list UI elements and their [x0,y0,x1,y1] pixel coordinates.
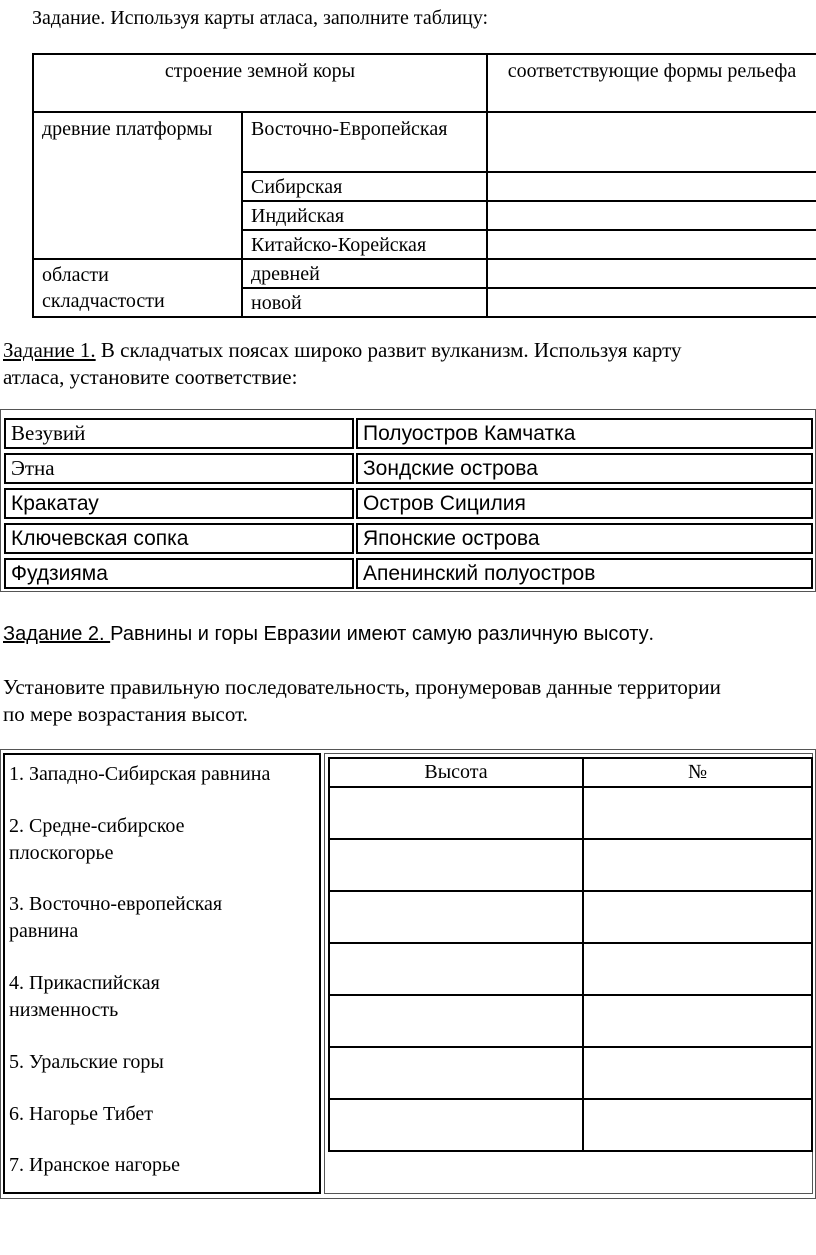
height-answer-cell[interactable] [329,891,583,943]
height-answer-cell[interactable] [329,943,583,995]
number-answer-cell[interactable] [583,891,812,943]
territory-item [9,1049,164,1076]
location-cell: Японские острова [356,523,813,554]
territory-list-cell [3,753,321,1194]
task2-label: Задание 2. [3,623,111,645]
number-answer-cell[interactable] [583,995,812,1047]
task2-instruction-line2: по мере возрастания высот. [3,702,248,726]
relief-answer-cell[interactable] [487,288,816,317]
territory-item [9,1101,153,1128]
platform-cell [242,201,487,230]
task1-text-line2: атласа, установите соответствие: [3,365,298,389]
relief-answer-cell[interactable] [487,230,816,259]
header-forms-cell [487,54,816,112]
territory-line: 6. Нагорье Тибет [9,1103,153,1125]
folding-age-cell [242,259,487,288]
folding-label-cell [33,259,242,317]
platform-name: Восточно-Европейская [251,118,448,140]
territory-line: 4. Прикаспийская [9,972,160,994]
volcano-cell: Везувий [4,418,354,449]
relief-answer-cell[interactable] [487,172,816,201]
territory-item [9,970,160,1024]
location-cell: Апенинский полуостров [356,558,813,589]
height-answer-cell[interactable] [329,995,583,1047]
territory-item [9,891,222,945]
elevation-order-table [0,749,816,1199]
col-height-label: Высота [424,761,488,783]
platform-cell [242,112,487,172]
task1-text: В складчатых поясах широко развит вулканизм. Используя карту [95,338,682,362]
relief-answer-cell[interactable] [487,201,816,230]
task2-text: Равнины и горы Евразии имеют самую различную высоту [110,623,649,645]
task2-heading [3,621,654,648]
volcano-cell: Этна [4,453,354,484]
task2-period: . [648,623,654,645]
number-answer-cell[interactable] [583,1047,812,1099]
territory-line: плоскогорье [9,842,114,864]
location-cell: Остров Сицилия [356,488,813,519]
platform-name: Сибирская [251,176,343,198]
height-answer-cell[interactable] [329,1047,583,1099]
task1-label: Задание 1. [3,338,96,362]
location-cell: Полуостров Камчатка [356,418,813,449]
col-number-label: № [687,761,708,783]
folding-label: области складчастости [42,264,165,312]
platform-name: Индийская [251,205,345,227]
col-height-header [329,758,583,787]
height-number-grid [328,757,813,1152]
platform-cell [242,172,487,201]
platform-name: Китайско-Корейская [251,234,427,256]
task2-instruction-line1: Установите правильную последовательность, пронумеровав данные территории [3,675,721,699]
platform-cell [242,230,487,259]
folding-age: новой [251,292,302,314]
territory-line: 2. Средне-сибирское [9,815,185,837]
number-answer-cell[interactable] [583,839,812,891]
header-structure-text: строение земной коры [164,60,356,82]
volcano-cell: Кракатау [4,488,354,519]
number-answer-cell[interactable] [583,1099,812,1151]
territory-item [9,813,185,867]
territory-line: 3. Восточно-европейская [9,893,223,915]
territory-line: 1. Западно-Сибирская равнина [9,763,271,785]
col-number-header [583,758,812,787]
header-forms-text: соответствующие формы рельефа [507,60,797,82]
number-answer-cell[interactable] [583,943,812,995]
territory-line: 7. Иранское нагорье [9,1154,181,1176]
header-structure-cell [33,54,487,112]
task1-text-line1 [3,337,681,364]
height-answer-cell[interactable] [329,839,583,891]
task-heading: Задание. Используя карты атласа, заполните таблицу: [32,7,489,29]
height-answer-cell[interactable] [329,787,583,839]
volcano-matching-table [0,409,816,592]
territory-item [9,761,270,788]
crust-structure-table [32,53,816,318]
territory-line: 5. Уральские горы [9,1051,164,1073]
relief-answer-cell[interactable] [487,259,816,288]
territory-line: равнина [9,920,79,942]
territory-line: низменность [9,999,119,1021]
height-answer-cell[interactable] [329,1099,583,1151]
relief-answer-cell[interactable] [487,112,816,172]
territory-item [9,1152,180,1179]
volcano-cell: Фудзияма [4,558,354,589]
folding-age: древней [251,263,320,285]
answer-grid-cell [324,753,813,1194]
location-cell: Зондские острова [356,453,813,484]
platforms-label: древние платформы [42,118,213,140]
folding-age-cell [242,288,487,317]
volcano-cell: Ключевская сопка [4,523,354,554]
number-answer-cell[interactable] [583,787,812,839]
platforms-label-cell [33,112,242,259]
